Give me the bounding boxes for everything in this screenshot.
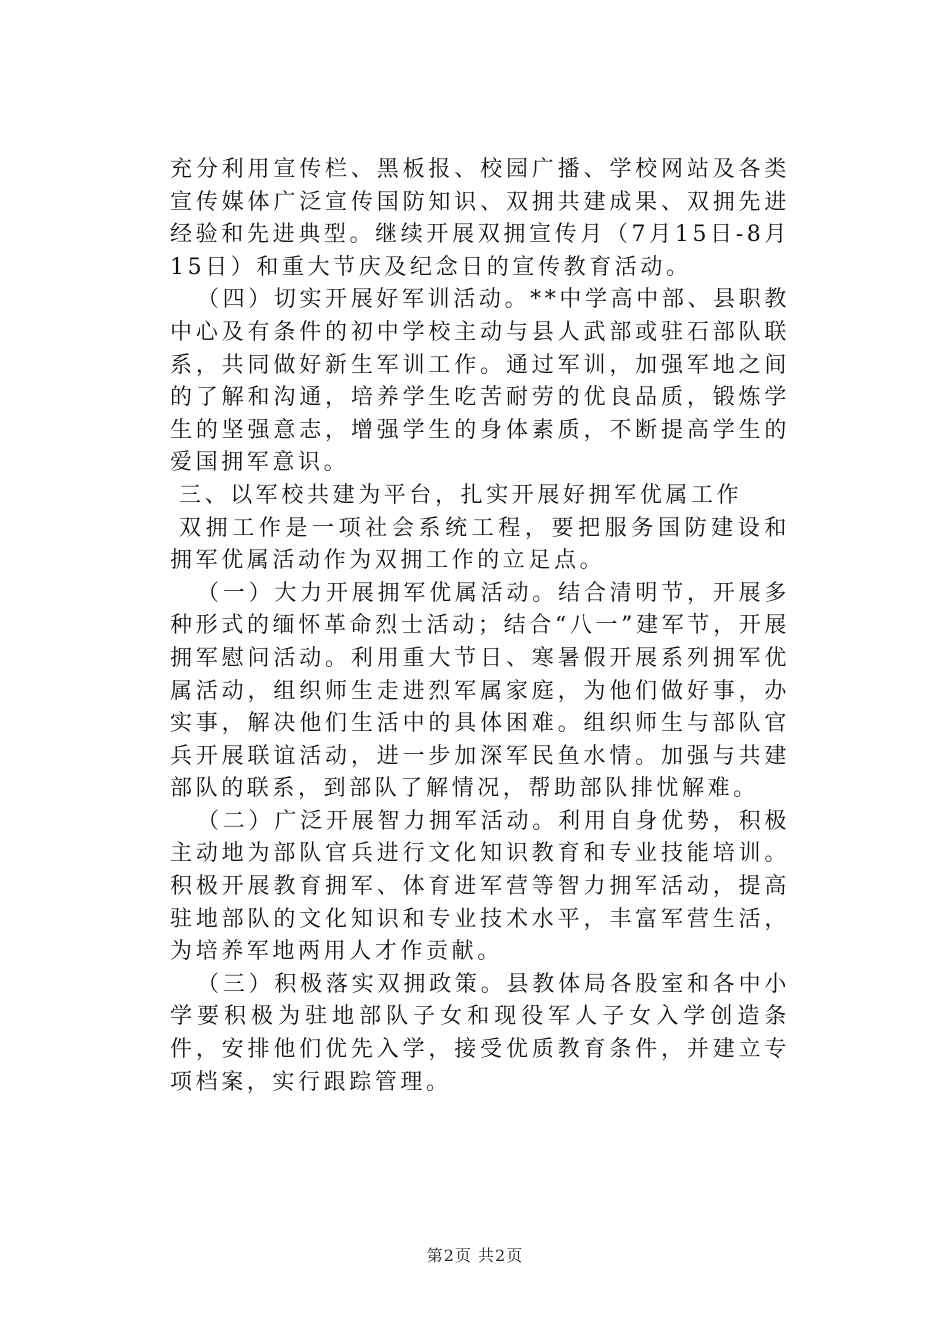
paragraph-publicity: 充分利用宣传栏、黑板报、校园广播、学校网站及各类宣传媒体广泛宣传国防知识、双拥共建成果、双拥先进经验和先进典型。继续开展双拥宣传月（7月15日-8月15日）和重大节庆及纪念日的宣传教育活动。 — [170, 157, 790, 280]
section-heading-three: 三、以军校共建为平台，扎实开展好拥军优属工作 — [179, 482, 743, 508]
paragraph-military-training: （四）切实开展好军训活动。**中学高中部、县职教中心及有条件的初中学校主动与县人武部或驻石部队联系，共同做好新生军训工作。通过军训，加强军地之间的了解和沟通，培养学生吃苦耐劳的优良品质，锻炼学生的坚强意志，增强学生的身体素质，不断提高学生的爱国拥军意识。 — [170, 287, 790, 476]
page-footer — [0, 1243, 950, 1266]
paragraph-support-army: （一）大力开展拥军优属活动。结合清明节，开展多种形式的缅怀革命烈士活动；结合“八一”建军节，开展拥军慰问活动。利用重大节日、寒暑假开展系列拥军优属活动，组织师生走进烈军属家庭，为他们做好事，办实事，解决他们生活中的具体困难。组织师生与部队官兵开展联谊活动，进一步加深军民鱼水情。加强与共建部队的联系，到部队了解情况，帮助部队排忧解难。 — [170, 580, 790, 802]
document-body — [170, 154, 790, 1099]
paragraph-policy: （三）积极落实双拥政策。县教体局各股室和各中小学要积极为驻地部队子女和现役军人子女入学创造条件，安排他们优先入学，接受优质教育条件，并建立专项档案，实行跟踪管理。 — [170, 971, 790, 1095]
page-number: 第2页 共2页 — [426, 1246, 524, 1265]
paragraph-intellectual-support: （二）广泛开展智力拥军活动。利用自身优势，积极主动地为部队官兵进行文化知识教育和专业技能培训。积极开展教育拥军、体育进军营等智力拥军活动，提高驻地部队的文化知识和专业技术水平，丰富军营生活，为培养军地两用人才作贡献。 — [170, 808, 790, 965]
paragraph-section-intro: 双拥工作是一项社会系统工程，要把服务国防建设和拥军优属活动作为双拥工作的立足点。 — [170, 515, 790, 574]
